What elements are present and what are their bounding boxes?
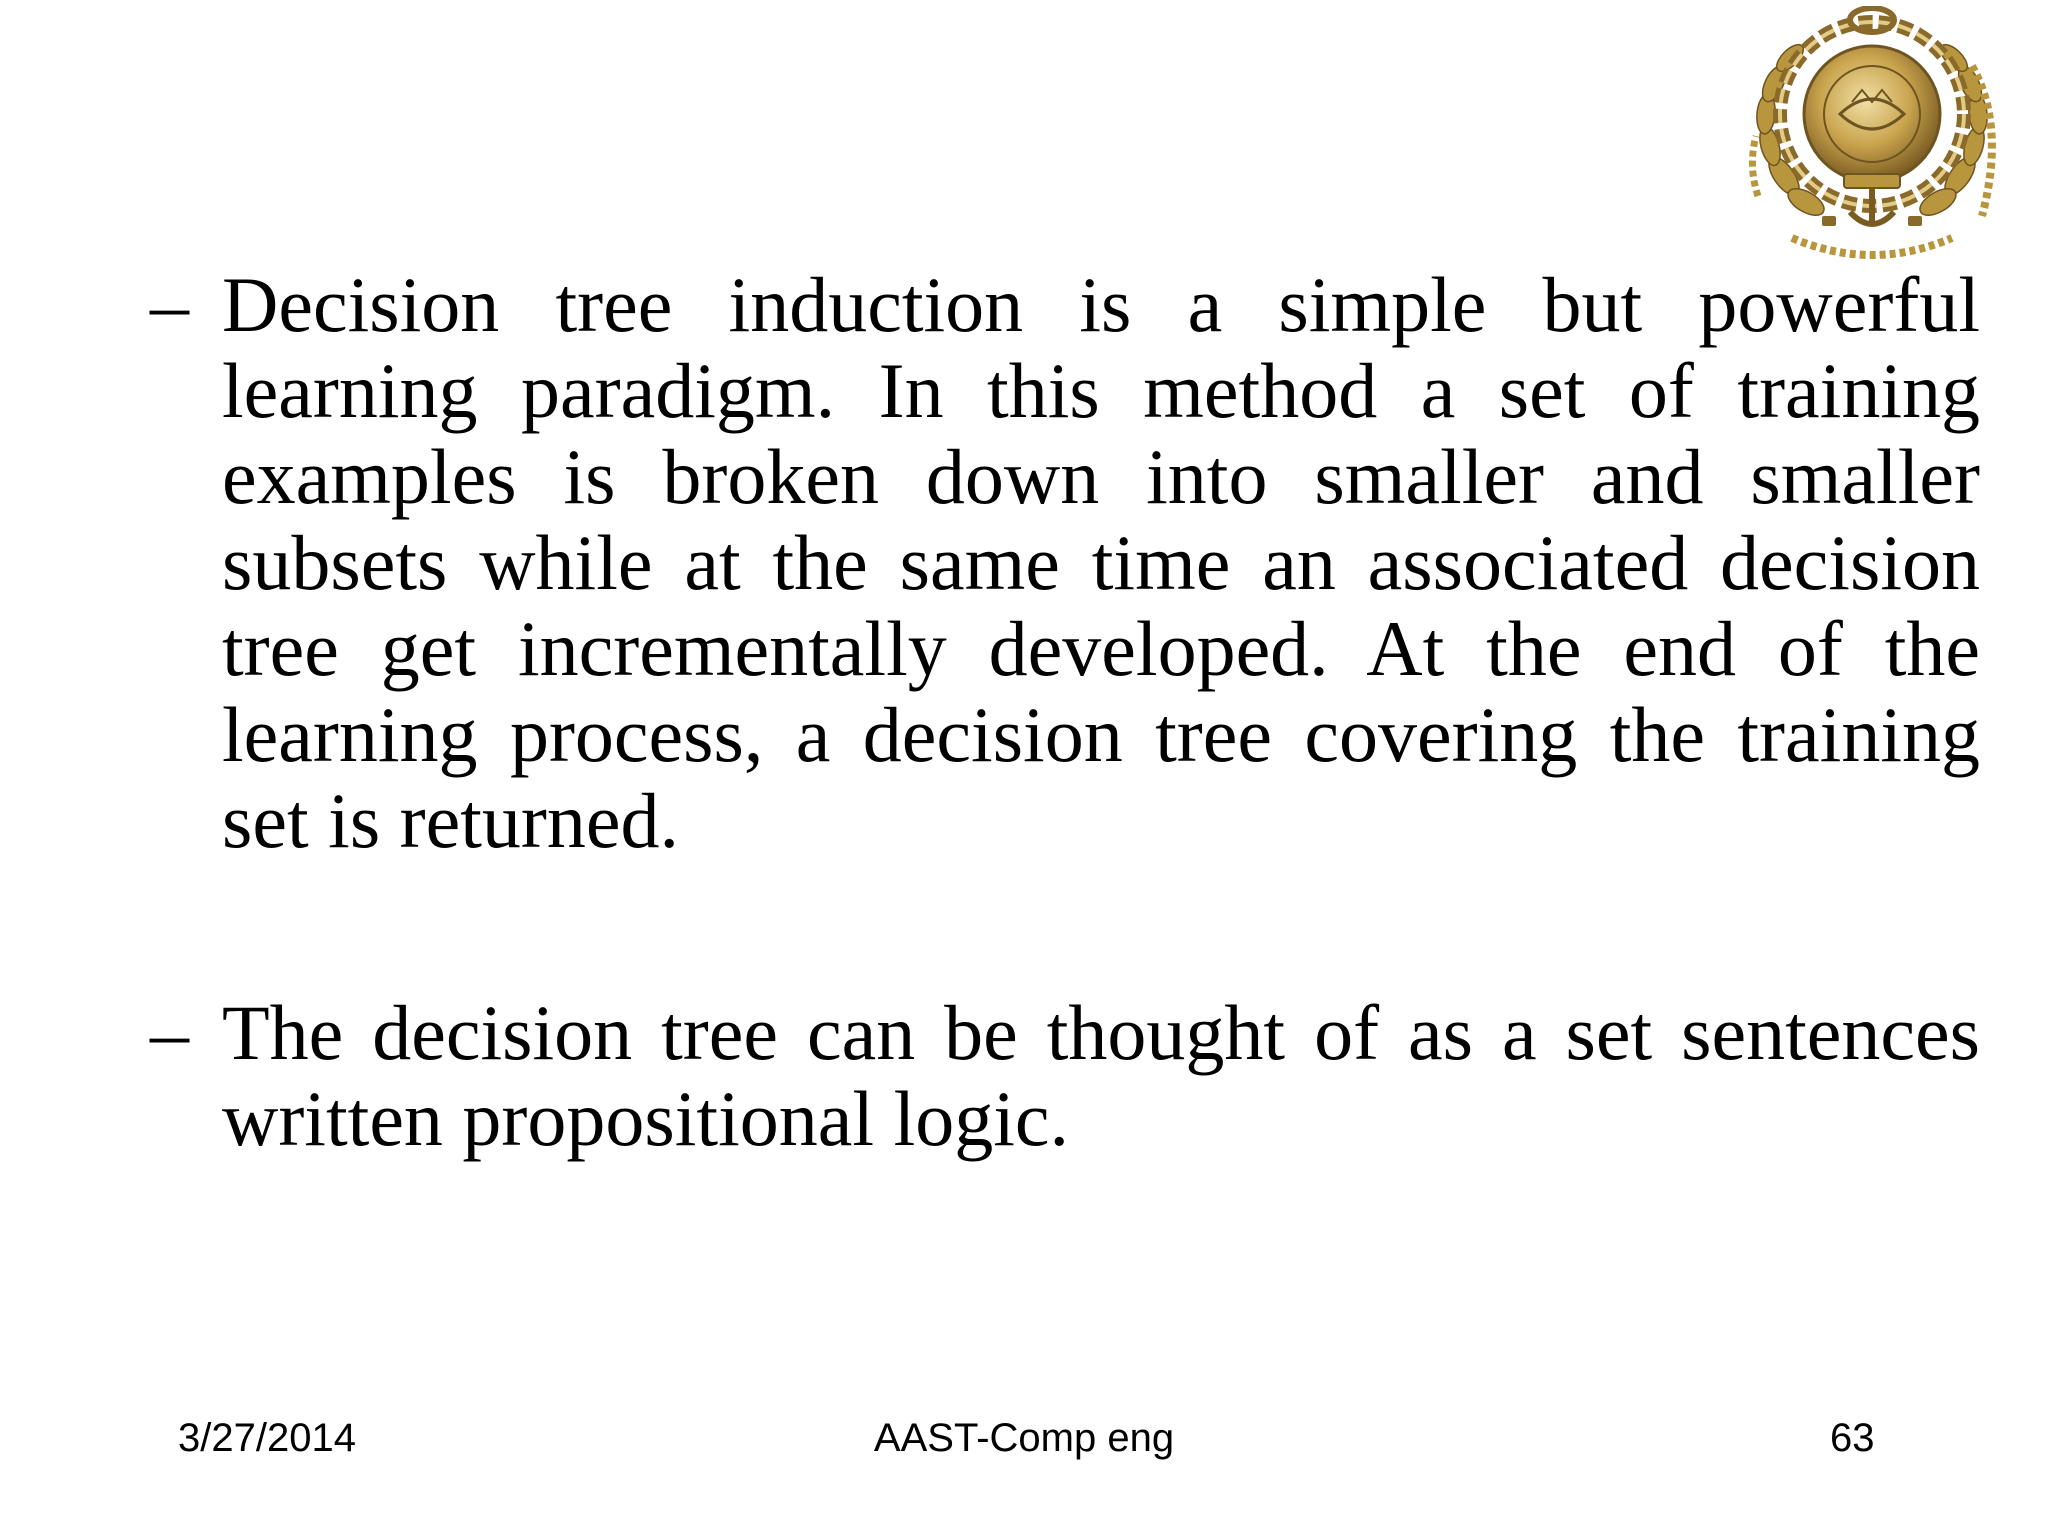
footer-center-text: AAST-Comp eng	[873, 1416, 1175, 1460]
bullet-dash: –	[150, 989, 189, 1076]
bullet-text: The decision tree can be thought of as a set sentences written propositional logic.	[222, 989, 1980, 1162]
bullet-list	[150, 262, 1980, 1162]
footer-page-number: 63	[1830, 1416, 1875, 1460]
bullet-item	[150, 990, 1980, 1162]
bullet-text: Decision tree induction is a simple but powerful learning paradigm. In this method a set of training examples is broken down into smaller and smaller subsets while at the same time an associated decision tree get incrementally developed. At the end of the learning process, a decision tree covering the training set is returned.	[222, 261, 1980, 864]
footer-date: 3/27/2014	[178, 1416, 356, 1460]
aast-emblem-logo	[1722, 6, 2042, 268]
bullet-dash: –	[150, 261, 189, 348]
bullet-item	[150, 262, 1980, 864]
